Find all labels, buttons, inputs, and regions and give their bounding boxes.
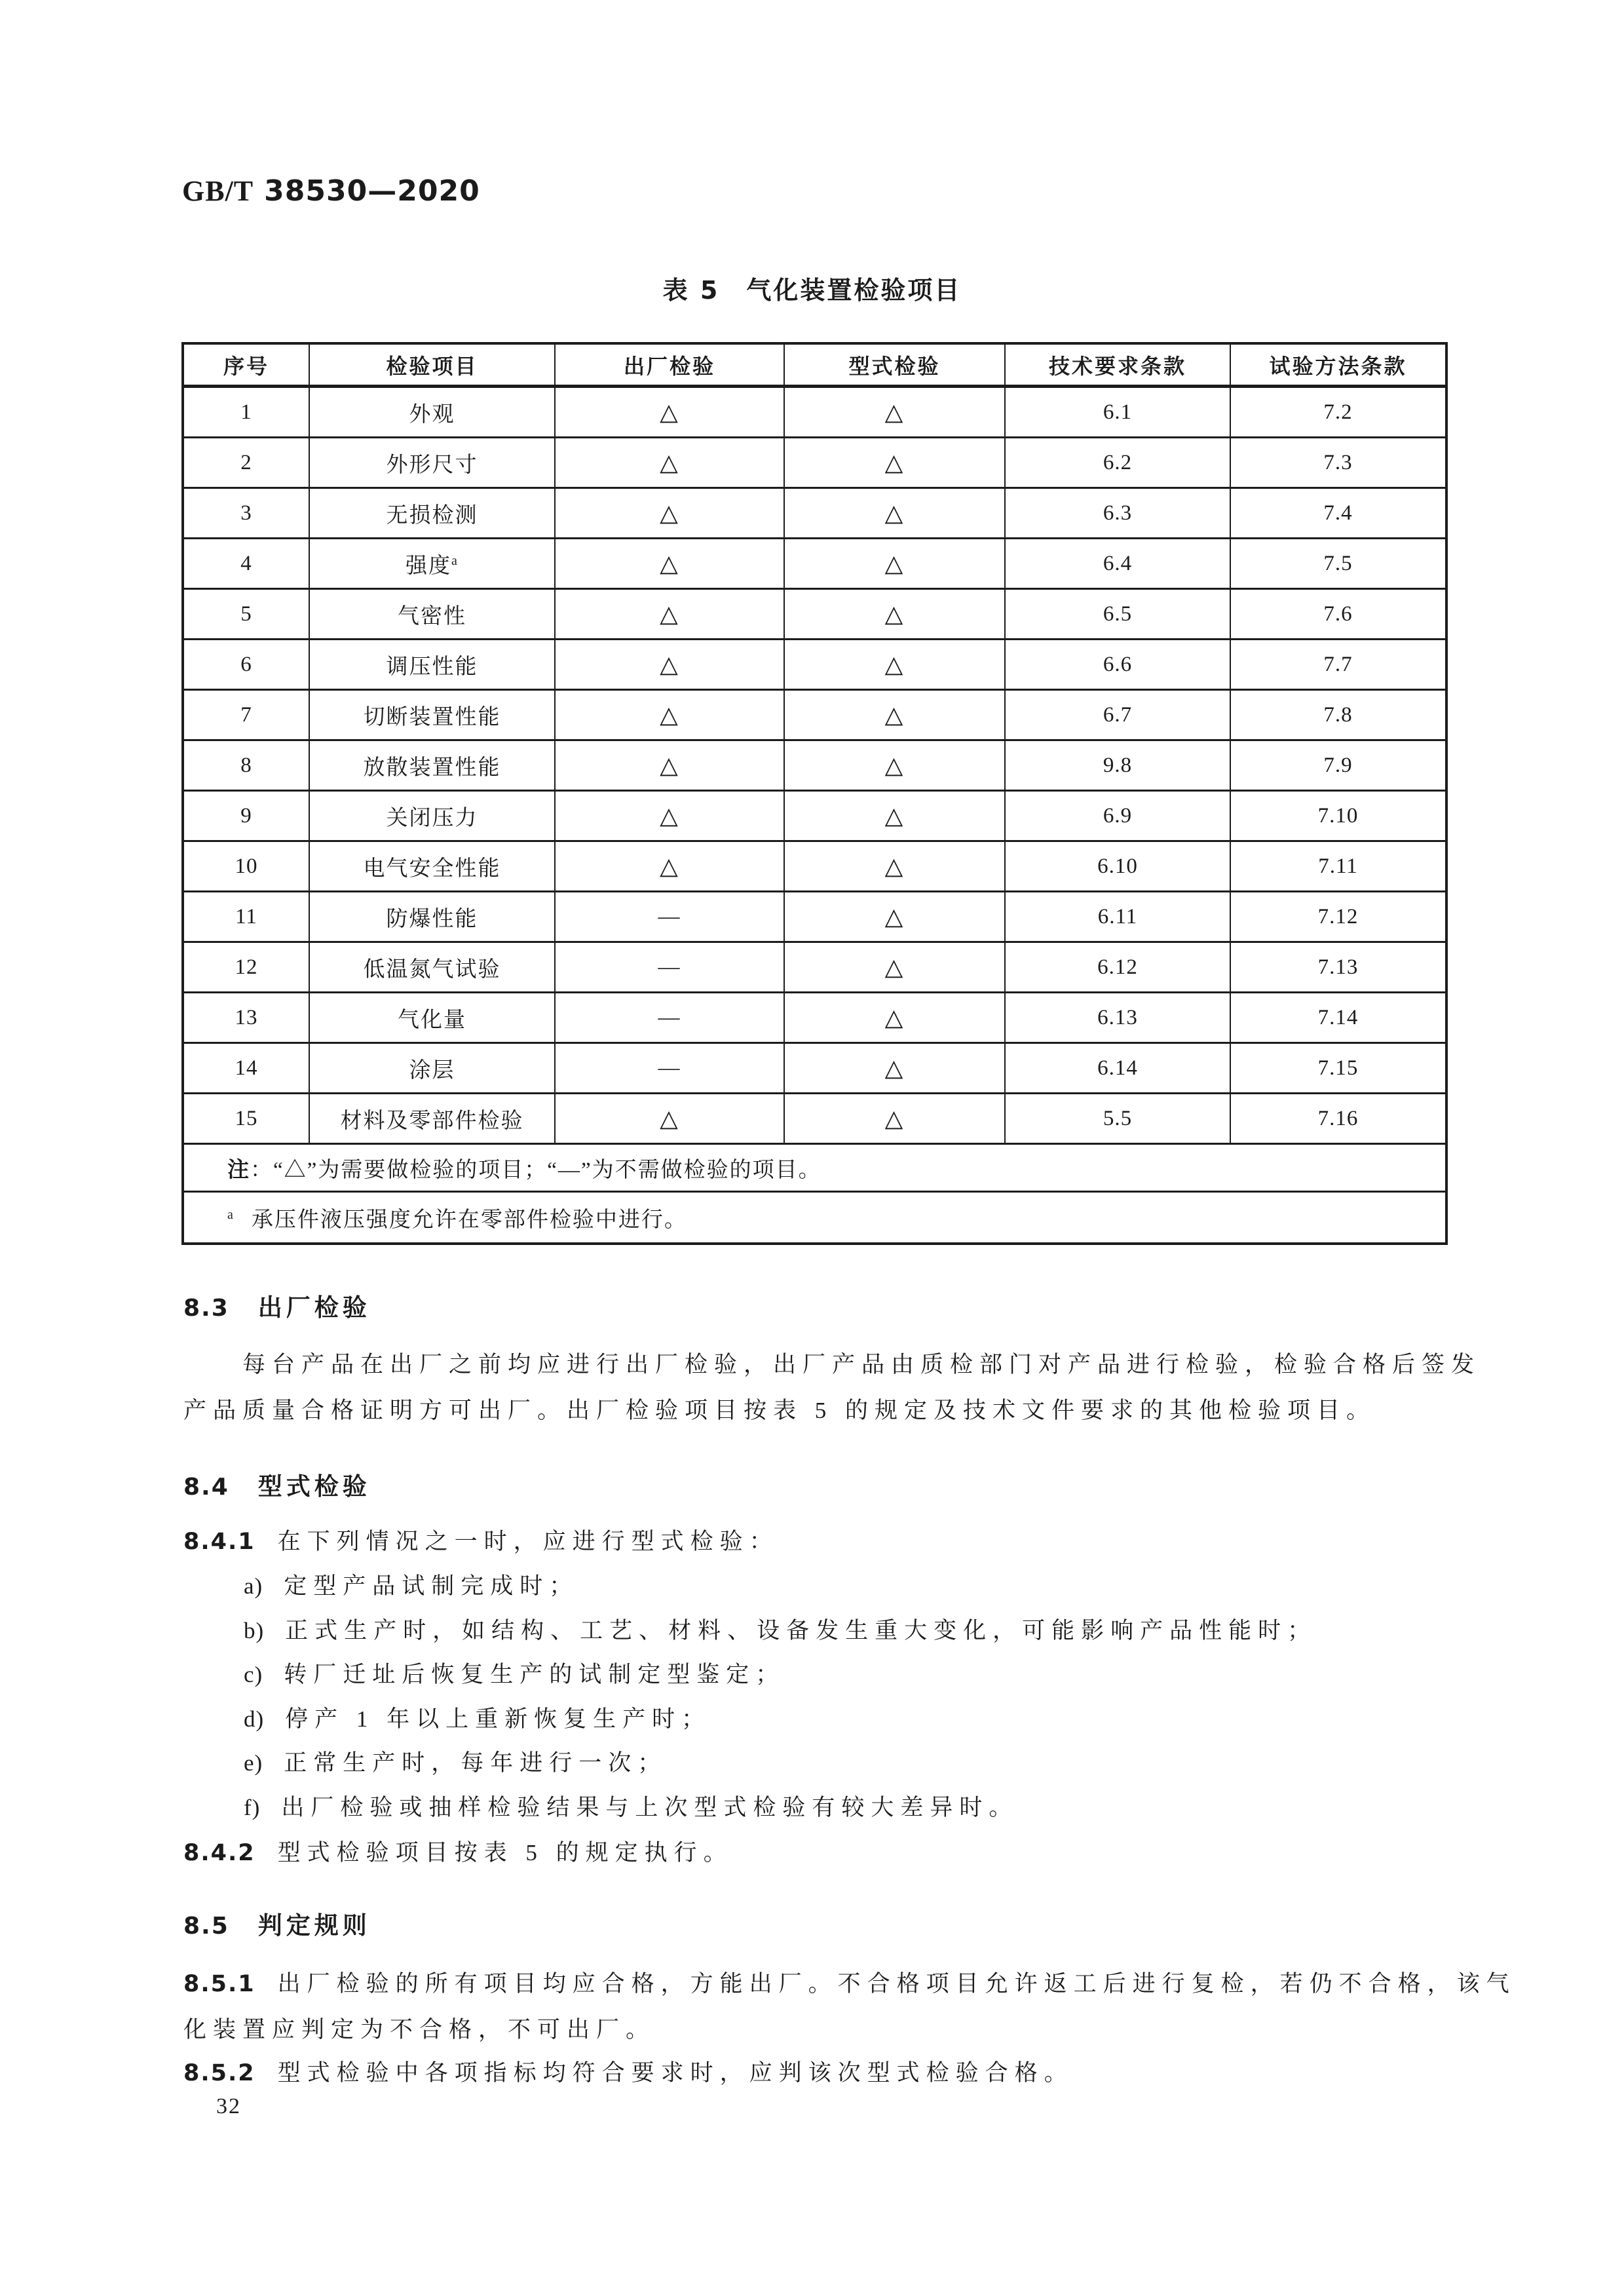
cell-inspection-item: 外观 [309,387,555,438]
table-row [183,1043,1446,1094]
cell-type-inspection [784,589,1005,640]
cell-type-inspection [784,1094,1005,1144]
dash-not-required-mark: — [658,1056,681,1080]
cell-technical-requirement-clause: 9.8 [1005,740,1230,791]
list-item-text: 转厂迁址后恢复生产的试制定型鉴定； [284,1662,785,1687]
cell-test-method-clause: 7.6 [1230,589,1446,640]
cell-factory-inspection [555,1094,784,1144]
list-item-c [244,1656,785,1689]
section-heading-8-3 [183,1288,371,1323]
list-item-a [244,1568,578,1601]
column-header-item: 检验项目 [309,343,555,387]
note-label: 注 [227,1156,250,1182]
paragraph-line: 产品质量合格证明方可出厂。出厂检验项目按表 5 的规定及技术文件要求的其他检验项目。 [183,1398,1376,1423]
cell-serial-no: 10 [183,841,309,892]
cell-test-method-clause: 7.3 [1230,438,1446,488]
cell-serial-no: 14 [183,1043,309,1094]
table-row [183,387,1446,438]
page-number: 32 [216,2094,241,2118]
triangle-required-mark: △ [660,450,679,476]
table-row [183,539,1446,589]
list-item-b [244,1613,1317,1645]
triangle-required-mark: △ [660,550,679,577]
cell-technical-requirement-clause: 6.7 [1005,690,1230,740]
cell-factory-inspection [555,690,784,740]
list-item-d [244,1701,711,1734]
cell-serial-no: 6 [183,640,309,690]
table-note [183,1144,1446,1192]
section-heading-8-5 [183,1905,371,1941]
doc-number-code: 38530—2020 [264,174,480,208]
clause-8-5-1-line2: 化装置应判定为不合格，不可出厂。 [183,2017,656,2042]
cell-technical-requirement-clause: 6.14 [1005,1043,1230,1094]
cell-factory-inspection [555,488,784,539]
table-caption: 表 5 气化装置检验项目 [662,276,962,305]
cell-factory-inspection [555,589,784,640]
section-heading-8-4 [183,1466,371,1502]
column-header-factory: 出厂检验 [555,343,784,387]
dash-not-required-mark: — [658,904,681,928]
cell-inspection-item: 外形尺寸 [309,438,555,488]
list-item-text: 出厂检验或抽样检验结果与上次型式检验有较大差异时。 [281,1795,1019,1820]
cell-type-inspection [784,740,1005,791]
cell-inspection-item: 无损检测 [309,488,555,539]
dash-not-required-mark: — [658,955,681,979]
column-header-type: 型式检验 [784,343,1005,387]
clause-title: 型式检验 [257,1472,371,1501]
cell-type-inspection [784,791,1005,841]
list-item-label: d) [244,1706,265,1732]
triangle-required-mark: △ [884,500,905,526]
cell-inspection-item: 低温氮气试验 [309,942,555,993]
cell-technical-requirement-clause: 6.11 [1005,892,1230,942]
list-item-e [244,1745,667,1778]
cell-test-method-clause: 7.11 [1230,841,1446,892]
list-item-label: a) [244,1573,263,1599]
cell-technical-requirement-clause: 6.1 [1005,387,1230,438]
clause-number: 8.4.1 [183,1529,255,1555]
cell-test-method-clause: 7.16 [1230,1094,1446,1144]
cell-serial-no: 13 [183,993,309,1043]
triangle-required-mark: △ [884,853,905,879]
table-row [183,589,1446,640]
triangle-required-mark: △ [884,702,905,728]
cell-test-method-clause: 7.5 [1230,539,1446,589]
inspection-items-table [181,342,1448,1245]
cell-test-method-clause: 7.10 [1230,791,1446,841]
triangle-required-mark: △ [884,904,905,930]
triangle-required-mark: △ [884,601,905,627]
table-row [183,640,1446,690]
cell-factory-inspection [555,841,784,892]
list-item-text: 定型产品试制完成时； [284,1573,579,1599]
table-row [183,438,1446,488]
cell-type-inspection [784,942,1005,993]
doc-number-prefix: GB/T [182,175,254,207]
triangle-required-mark: △ [884,651,905,678]
cell-type-inspection [784,539,1005,589]
table-row [183,488,1446,539]
table-header-row [183,343,1446,387]
cell-type-inspection [784,387,1005,438]
clause-title: 出厂检验 [257,1293,371,1322]
cell-factory-inspection [555,740,784,791]
cell-test-method-clause: 7.12 [1230,892,1446,942]
cell-technical-requirement-clause: 6.2 [1005,438,1230,488]
cell-serial-no: 11 [183,892,309,942]
cell-inspection-item: 切断装置性能 [309,690,555,740]
table-row [183,1094,1446,1144]
cell-test-method-clause: 7.9 [1230,740,1446,791]
table-row [183,993,1446,1043]
cell-type-inspection [784,892,1005,942]
cell-technical-requirement-clause: 6.13 [1005,993,1230,1043]
clause-text: 型式检验中各项指标均符合要求时，应判该次型式检验合格。 [277,2060,1074,2086]
cell-test-method-clause: 7.8 [1230,690,1446,740]
clause-number: 8.5.2 [183,2060,255,2086]
cell-serial-no: 5 [183,589,309,640]
triangle-required-mark: △ [660,803,679,829]
cell-technical-requirement-clause: 6.3 [1005,488,1230,539]
list-item-label: e) [244,1750,263,1776]
cell-serial-no: 2 [183,438,309,488]
triangle-required-mark: △ [660,500,679,526]
column-header-test: 试验方法条款 [1230,343,1446,387]
cell-factory-inspection [555,539,784,589]
clause-number: 8.4.2 [183,1840,255,1866]
clause-text: 型式检验项目按表 5 的规定执行。 [277,1840,733,1866]
cell-inspection-item: 强度$^a$ [309,539,555,589]
cell-test-method-clause: 7.13 [1230,942,1446,993]
cell-inspection-item: 防爆性能 [309,892,555,942]
cell-type-inspection [784,438,1005,488]
table-row [183,690,1446,740]
cell-technical-requirement-clause: 6.10 [1005,841,1230,892]
list-item-label: b) [244,1618,265,1643]
triangle-required-mark: △ [660,399,679,425]
cell-technical-requirement-clause: 6.6 [1005,640,1230,690]
triangle-required-mark: △ [660,651,679,678]
cell-serial-no: 8 [183,740,309,791]
clause-8-5-1-line1 [183,1966,1516,1999]
triangle-required-mark: △ [660,752,679,778]
cell-serial-no: 7 [183,690,309,740]
cell-serial-no: 9 [183,791,309,841]
table-footnote [183,1192,1446,1244]
doc-number [182,174,480,208]
clause-number: 8.5.1 [183,1971,255,1997]
cell-inspection-item: 关闭压力 [309,791,555,841]
clause-number: 8.5 [183,1913,229,1940]
clause-8-5-2 [183,2055,1074,2088]
clause-8-4-2 [183,1835,733,1867]
triangle-required-mark: △ [884,954,905,980]
cell-technical-requirement-clause: 6.12 [1005,942,1230,993]
triangle-required-mark: △ [660,702,679,728]
list-item-f [244,1789,1018,1822]
column-header-tech: 技术要求条款 [1005,343,1230,387]
cell-inspection-item: 材料及零部件检验 [309,1094,555,1144]
triangle-required-mark: △ [660,853,679,879]
cell-factory-inspection [555,640,784,690]
dash-not-required-mark: — [658,1005,681,1029]
cell-factory-inspection [555,438,784,488]
cell-technical-requirement-clause: 6.4 [1005,539,1230,589]
list-item-label: c) [244,1662,263,1687]
cell-inspection-item: 涂层 [309,1043,555,1094]
cell-factory-inspection [555,791,784,841]
triangle-required-mark: △ [884,450,905,476]
cell-test-method-clause: 7.15 [1230,1043,1446,1094]
clause-title: 判定规则 [257,1911,371,1940]
cell-factory-inspection [555,942,784,993]
triangle-required-mark: △ [884,752,905,778]
cell-test-method-clause: 7.14 [1230,993,1446,1043]
cell-technical-requirement-clause: 5.5 [1005,1094,1230,1144]
cell-inspection-item: 放散装置性能 [309,740,555,791]
triangle-required-mark: △ [884,1004,905,1031]
table-row [183,740,1446,791]
footnote-marker: a [227,1207,235,1222]
cell-serial-no: 3 [183,488,309,539]
cell-test-method-clause: 7.7 [1230,640,1446,690]
cell-type-inspection [784,640,1005,690]
clause-8-4-1 [183,1523,779,1556]
table-footnote-row [183,1192,1446,1244]
cell-inspection-item: 电气安全性能 [309,841,555,892]
cell-factory-inspection [555,387,784,438]
cell-serial-no: 4 [183,539,309,589]
cell-inspection-item: 气密性 [309,589,555,640]
cell-type-inspection [784,841,1005,892]
list-item-text: 正常生产时，每年进行一次； [284,1750,668,1776]
cell-technical-requirement-clause: 6.5 [1005,589,1230,640]
paragraph-line: 每台产品在出厂之前均应进行出厂检验，出厂产品由质检部门对产品进行检验，检验合格后签发 [242,1352,1481,1377]
triangle-required-mark: △ [884,550,905,577]
note-text: ：“△”为需要做检验的项目；“—”为不需做检验的项目。 [250,1158,821,1182]
clause-text: 在下列情况之一时，应进行型式检验： [277,1529,779,1554]
superscript-marker: a [451,553,459,568]
cell-test-method-clause: 7.2 [1230,387,1446,438]
column-header-no: 序号 [183,343,309,387]
cell-inspection-item: 调压性能 [309,640,555,690]
triangle-required-mark: △ [884,399,905,425]
footnote-text: 承压件液压强度允许在零部件检验中进行。 [251,1208,687,1232]
cell-factory-inspection [555,1043,784,1094]
cell-type-inspection [784,993,1005,1043]
cell-technical-requirement-clause: 6.9 [1005,791,1230,841]
triangle-required-mark: △ [884,803,905,829]
triangle-required-mark: △ [660,601,679,627]
cell-test-method-clause: 7.4 [1230,488,1446,539]
cell-type-inspection [784,690,1005,740]
list-item-text: 正式生产时，如结构、工艺、材料、设备发生重大变化，可能影响产品性能时； [285,1618,1317,1643]
table-note-row [183,1144,1446,1192]
table-row [183,841,1446,892]
triangle-required-mark: △ [660,1105,679,1132]
list-item-text: 停产 1 年以上重新恢复生产时； [285,1706,711,1732]
clause-number: 8.4 [183,1474,229,1501]
cell-serial-no: 1 [183,387,309,438]
cell-serial-no: 15 [183,1094,309,1144]
triangle-required-mark: △ [884,1105,905,1132]
clause-text: 出厂检验的所有项目均应合格，方能出厂。不合格项目允许返工后进行复检，若仍不合格，该气 [277,1971,1516,1997]
triangle-required-mark: △ [884,1055,905,1081]
table-row [183,791,1446,841]
cell-factory-inspection [555,892,784,942]
cell-serial-no: 12 [183,942,309,993]
clause-number: 8.3 [183,1295,229,1322]
table-row [183,942,1446,993]
list-item-label: f) [244,1795,261,1820]
cell-type-inspection [784,1043,1005,1094]
cell-type-inspection [784,488,1005,539]
cell-factory-inspection [555,993,784,1043]
cell-inspection-item: 气化量 [309,993,555,1043]
table-row [183,892,1446,942]
